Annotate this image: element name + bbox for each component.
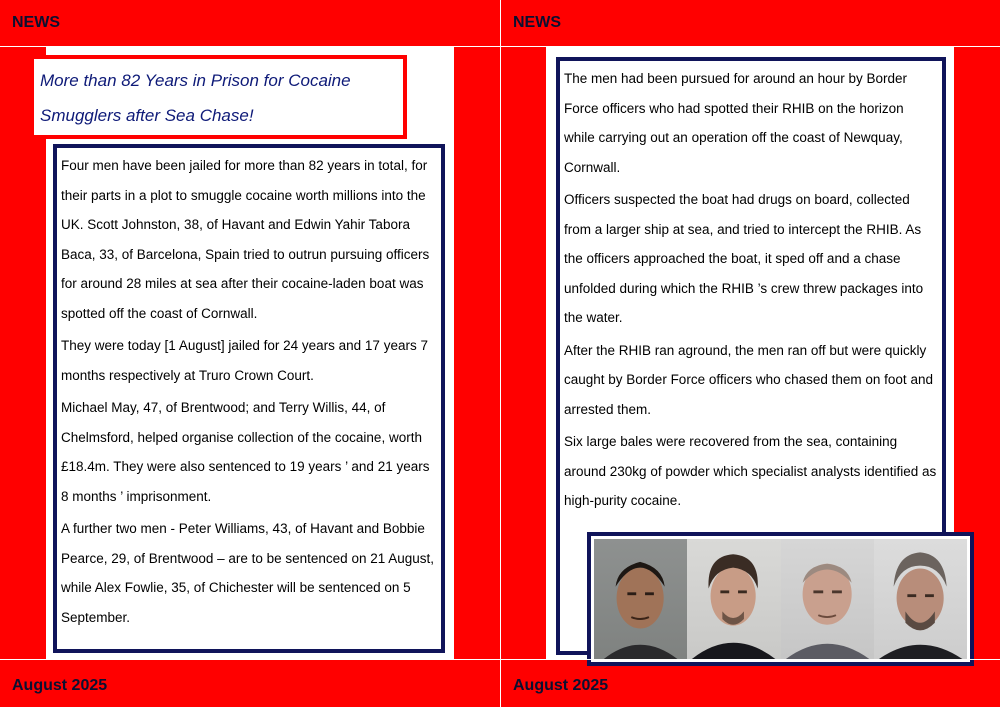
right-paragraph-3: After the RHIB ran aground, the men ran off but were quickly caught by Border Force officers who chased them on foot and arrested them.: [564, 342, 933, 417]
article-title-line2: Smugglers after Sea Chase!: [40, 106, 254, 125]
header-divider-line: [0, 46, 1000, 47]
right-page: [500, 0, 1000, 707]
right-paragraph-1: The men had been pursued for around an hour by Border Force officers who had spotted their RHIB on the horizon while carrying out an operation off the coast of Newquay, Cornwall.: [564, 71, 907, 175]
left-paragraph-1: Four men have been jailed for more than 82 years in total, for their parts in a plot to smuggle cocaine worth millions into the UK. Scott Johnston, 38, of Havant and Edwin Yahir Tabora Baca, 33, of Barcelona, Spain tried to outrun pursuing officers for around 28 miles at sea after their cocaine-laden boat was spotted off the coast of Cornwall.: [61, 158, 430, 321]
mugshot-photo: [781, 539, 874, 659]
left-paragraph-4: A further two men - Peter Williams, 43, of Havant and Bobbie Pearce, 29, of Brentwood – are to be sentenced on 21 August, while Alex Fowlie, 35, of Chichester will be sentenced on 5 September.: [61, 521, 435, 625]
right-paragraph-2: Officers suspected the boat had drugs on board, collected from a larger ship at sea, and tried to intercept the RHIB. As the officers approached the boat, it sped off and a chase unfolded during which the RHIB ’s crew threw packages into the water.: [564, 192, 924, 325]
right-header-label: NEWS: [513, 14, 561, 31]
left-article-body: [53, 144, 445, 653]
right-paragraph-4: Six large bales were recovered from the sea, containing around 230kg of powder which specialist analysts identified as high-purity cocaine.: [564, 434, 937, 508]
left-paragraph-3: Michael May, 47, of Brentwood; and Terry Willis, 44, of Chelmsford, helped organise collection of the cocaine, worth £18.4m. They were also sentenced to 19 years ’ and 21 years 8 months ’ imprisonment.: [61, 400, 430, 504]
mugshot-photo: [874, 539, 967, 659]
left-footer-date: August 2025: [12, 677, 108, 694]
mugshot-photo: [687, 539, 780, 659]
mugshot-photo: [594, 539, 687, 659]
right-footer-date: August 2025: [513, 677, 609, 694]
mugshot-photo-strip: [587, 532, 974, 666]
article-title-line1: More than 82 Years in Prison for Cocaine: [40, 71, 351, 90]
footer-divider-line: [0, 659, 1000, 660]
left-paragraph-2: They were today [1 August] jailed for 24 years and 17 years 7 months respectively at Truro Crown Court.: [61, 338, 428, 383]
article-title-box: [30, 55, 407, 139]
left-header-label: NEWS: [12, 14, 60, 31]
